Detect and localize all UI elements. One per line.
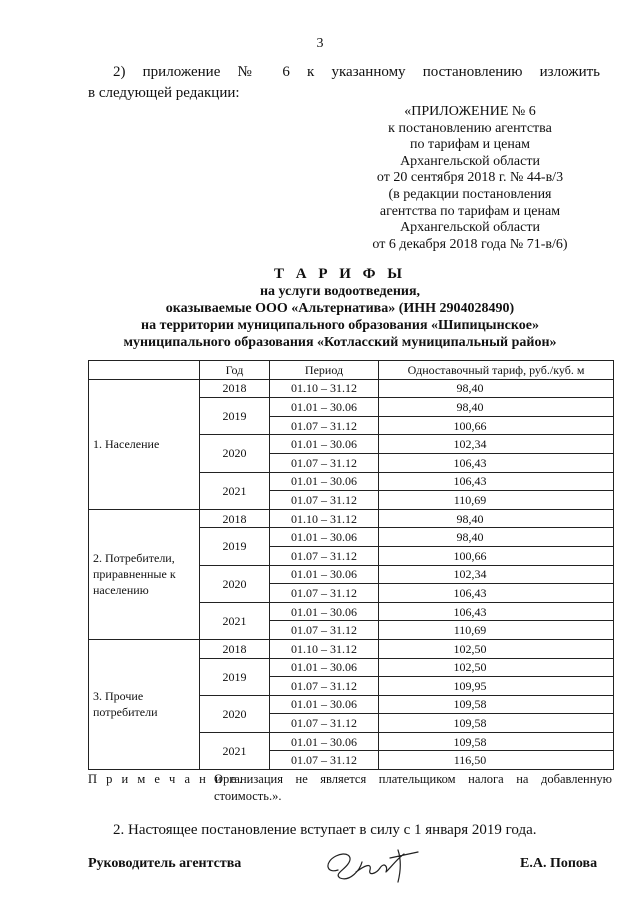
period-cell: 01.01 – 30.06 [270,658,379,677]
period-cell: 01.07 – 31.12 [270,714,379,733]
header-category [89,361,200,380]
year-cell: 2020 [200,435,270,472]
header-year: Год [200,361,270,380]
tariff-cell: 106,43 [379,602,614,621]
year-cell: 2019 [200,658,270,695]
period-cell: 01.07 – 31.12 [270,621,379,640]
period-cell: 01.01 – 30.06 [270,472,379,491]
signatory-name: Е.А. Попова [520,856,598,871]
tariff-cell: 102,50 [379,658,614,677]
appendix-line: по тарифам и ценам [410,137,530,153]
title-line: муниципального образования «Котласский муниципальный район» [123,335,557,350]
category-cell: 2. Потребители, приравненные к населению [89,509,200,639]
year-cell: 2019 [200,528,270,565]
period-cell: 01.07 – 31.12 [270,416,379,435]
table-header-row [89,361,614,380]
period-cell: 01.01 – 30.06 [270,602,379,621]
year-cell: 2021 [200,732,270,769]
appendix-line: «ПРИЛОЖЕНИЕ № 6 [404,104,536,119]
period-cell: 01.07 – 31.12 [270,453,379,472]
appendix-line: Архангельской области [400,153,540,169]
tariff-cell: 102,34 [379,435,614,454]
year-cell: 2020 [200,695,270,732]
tariff-cell: 109,58 [379,695,614,714]
period-cell: 01.10 – 31.12 [270,509,379,528]
appendix-header [330,104,610,253]
period-cell: 01.10 – 31.12 [270,639,379,658]
year-cell: 2018 [200,509,270,528]
appendix-line: от 20 сентября 2018 г. № 44-в/3 [376,170,564,186]
header-tariff: Одноставочный тариф, руб./куб. м [379,361,614,380]
effective-clause: 2. Настоящее постановление вступает в силу с 1 января 2019 года. [113,822,537,838]
tariff-cell: 110,69 [379,621,614,640]
period-cell: 01.07 – 31.12 [270,584,379,603]
table-row [89,379,614,398]
tariff-cell: 102,34 [379,565,614,584]
category-cell: 3. Прочие потребители [89,639,200,769]
intro-text-line1: 2) приложение № 6 к указанному постановлению изложить [113,64,600,80]
period-cell: 01.07 – 31.12 [270,491,379,510]
tariff-cell: 98,40 [379,509,614,528]
period-cell: 01.01 – 30.06 [270,732,379,751]
tariff-cell: 116,50 [379,751,614,770]
title-line: Т А Р И Ф Ы [273,266,407,282]
period-cell: 01.01 – 30.06 [270,398,379,417]
tariff-cell: 102,50 [379,639,614,658]
note-text-line2: стоимость.». [214,789,282,803]
appendix-line: от 6 декабря 2018 года № 71-в/6) [372,236,568,252]
tariff-cell: 110,69 [379,491,614,510]
appendix-line: агентства по тарифам и ценам [379,203,561,219]
year-cell: 2018 [200,379,270,398]
period-cell: 01.01 – 30.06 [270,528,379,547]
table-row [89,639,614,658]
appendix-line: к постановлению агентства [388,120,552,136]
note-label: П р и м е ч а н и е. [88,772,246,786]
tariff-cell: 109,95 [379,677,614,696]
period-cell: 01.01 – 30.06 [270,435,379,454]
handwritten-signature [320,840,430,888]
intro-text-line2: в следующей редакции: [88,85,240,101]
tariff-cell: 106,43 [379,472,614,491]
year-cell: 2020 [200,565,270,602]
year-cell: 2021 [200,602,270,639]
tariff-cell: 109,58 [379,714,614,733]
tariff-cell: 109,58 [379,732,614,751]
tariff-cell: 100,66 [379,416,614,435]
period-cell: 01.07 – 31.12 [270,751,379,770]
title-line: на территории муниципального образования «Шипицынское» [141,318,539,333]
appendix-line: Архангельской области [400,220,540,236]
period-cell: 01.07 – 31.12 [270,546,379,565]
tariff-cell: 106,43 [379,584,614,603]
note-text-line1: Организация не является плательщиком налога на добавленную [214,772,612,786]
tariff-table [88,360,614,770]
page-number: 3 [316,36,324,51]
category-cell: 1. Население [89,379,200,509]
signatory-role: Руководитель агентства [88,856,242,871]
period-cell: 01.10 – 31.12 [270,379,379,398]
tariff-cell: 98,40 [379,398,614,417]
header-period: Период [270,361,379,380]
tariff-cell: 100,66 [379,546,614,565]
title-line: на услуги водоотведения, [259,284,421,299]
period-cell: 01.01 – 30.06 [270,565,379,584]
period-cell: 01.07 – 31.12 [270,677,379,696]
period-cell: 01.01 – 30.06 [270,695,379,714]
document-title [60,266,620,351]
year-cell: 2021 [200,472,270,509]
tariff-cell: 98,40 [379,379,614,398]
appendix-line: (в редакции постановления [388,186,552,202]
title-line: оказываемые ООО «Альтернатива» (ИНН 2904028490) [165,301,515,316]
tariff-cell: 106,43 [379,453,614,472]
year-cell: 2019 [200,398,270,435]
tariff-cell: 98,40 [379,528,614,547]
table-row [89,509,614,528]
year-cell: 2018 [200,639,270,658]
